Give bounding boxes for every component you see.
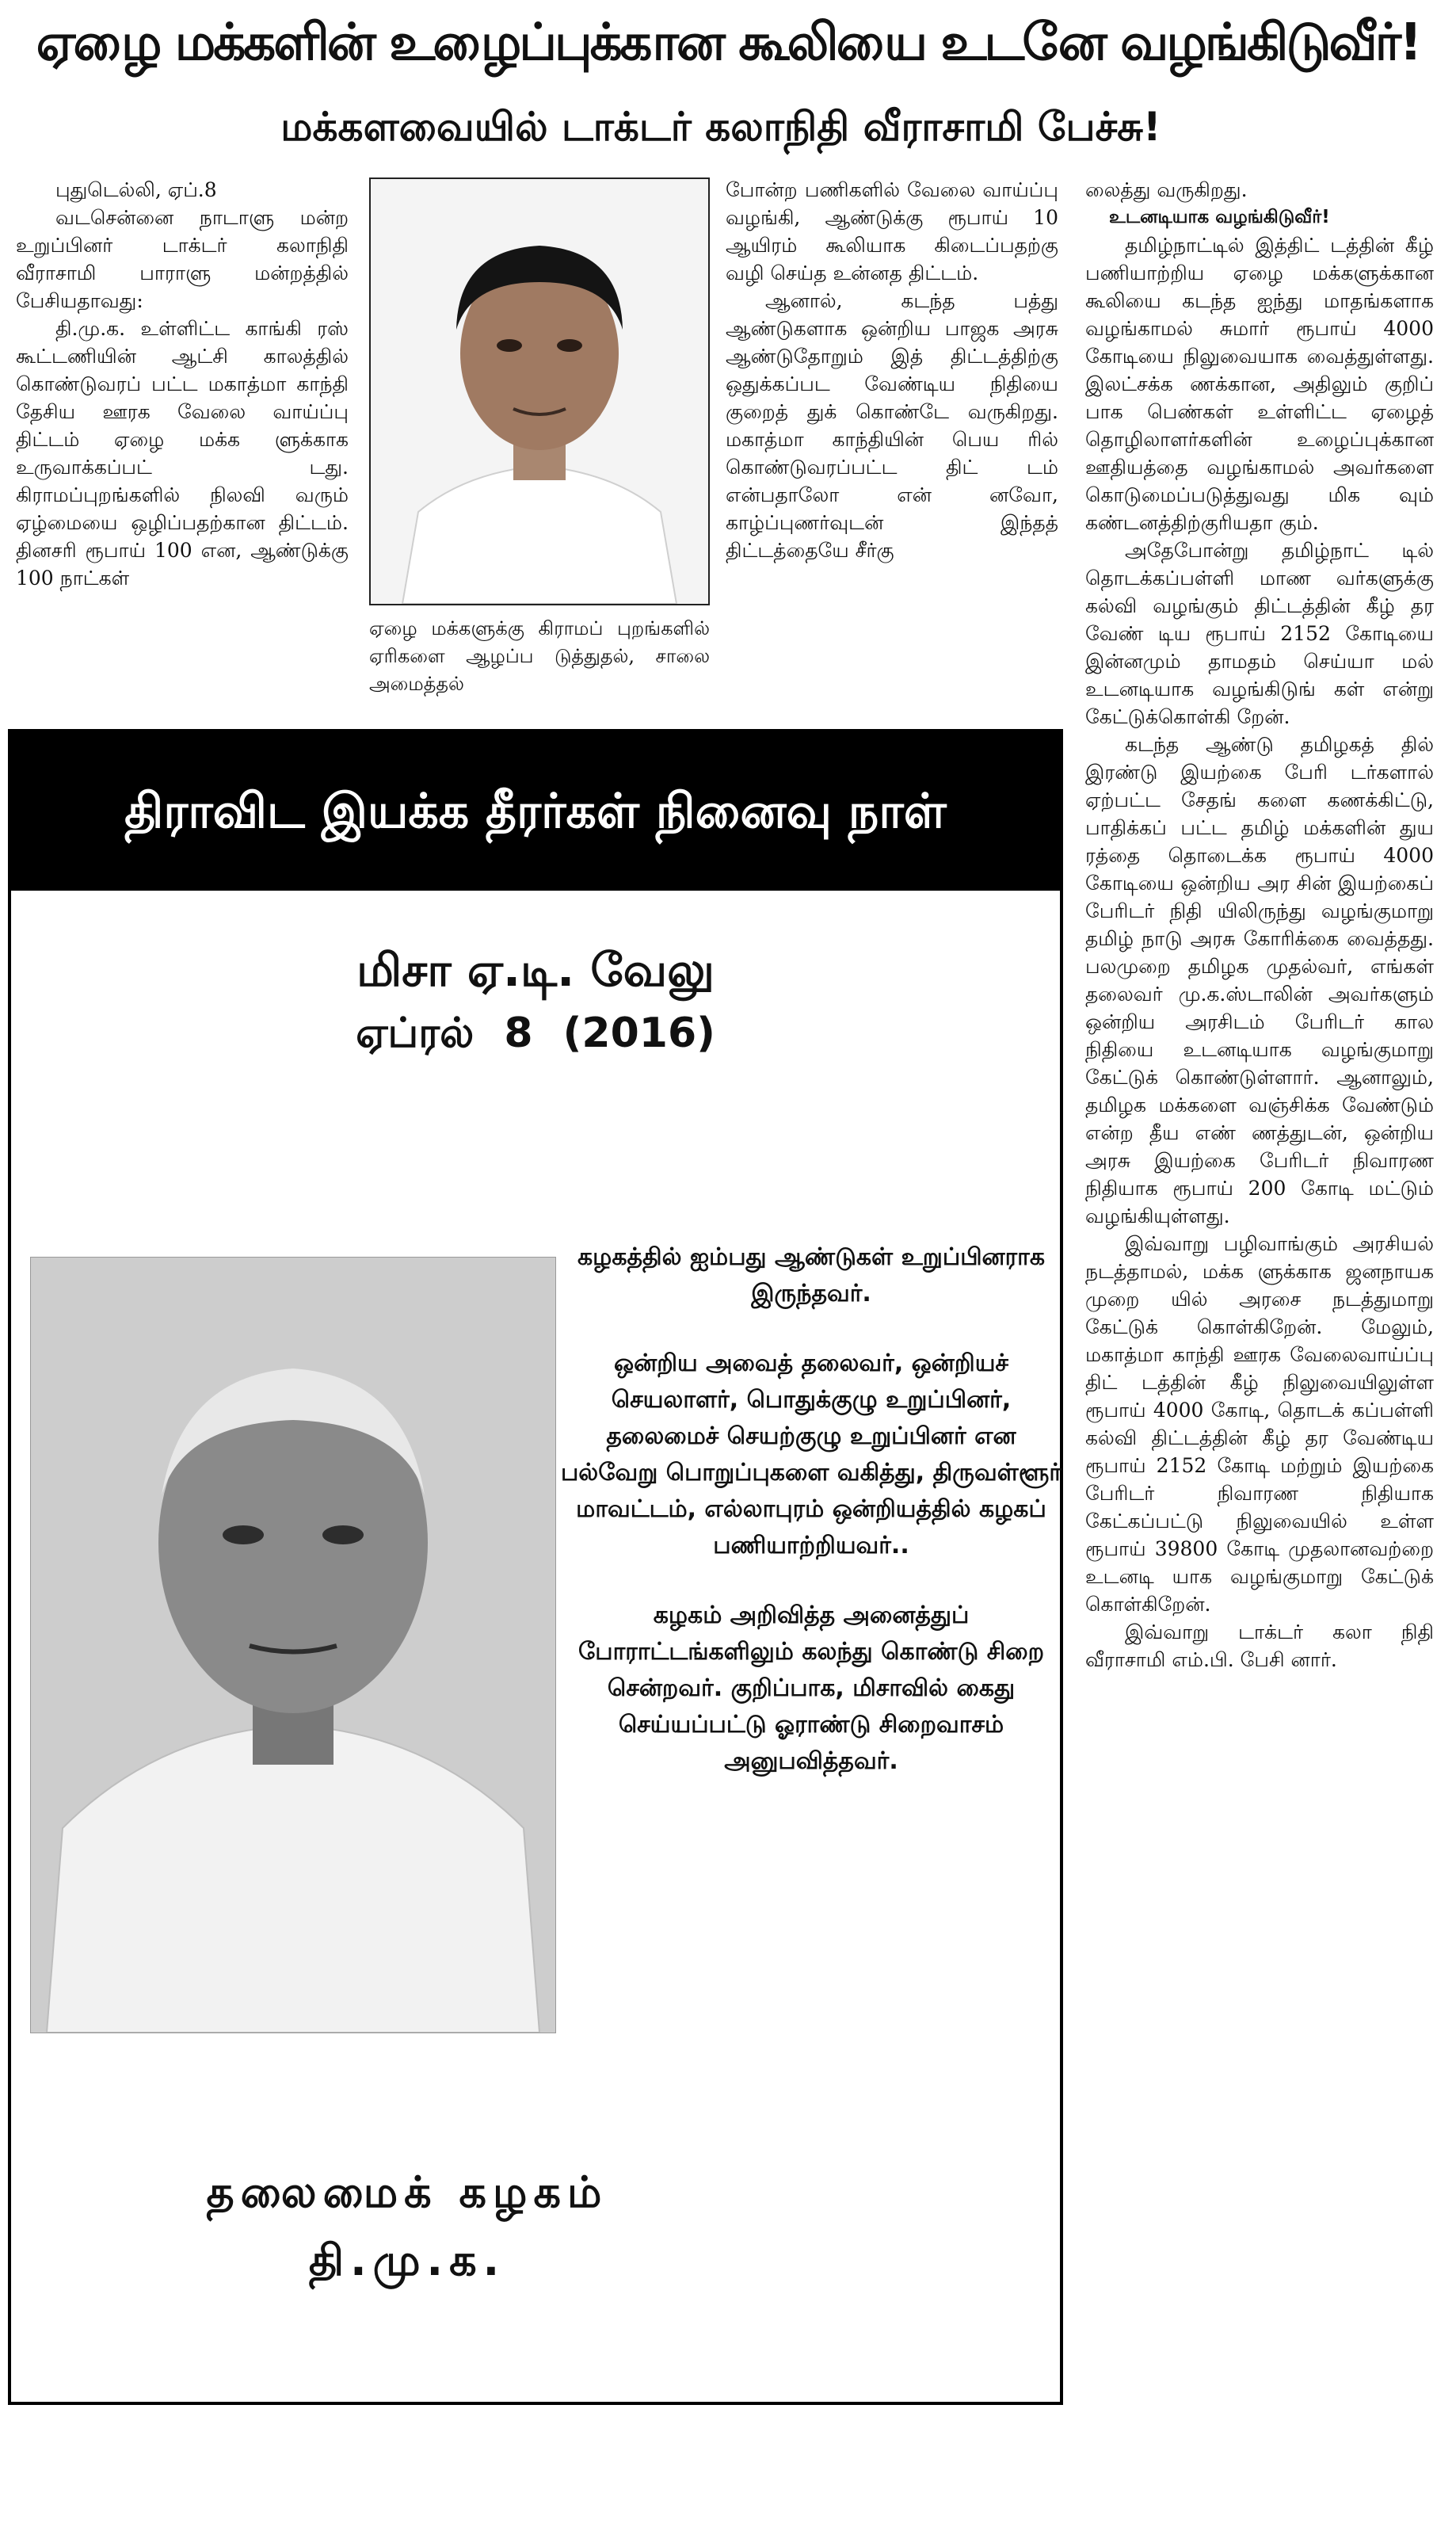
article-subtitle: உடனடியாக வழங்கிடுவீர்!	[1109, 207, 1330, 227]
advert-banner: திராவிட இயக்க தீரர்கள் நினைவு நாள்	[11, 732, 1060, 891]
article-column-3	[726, 176, 1058, 712]
article-paragraph: கடந்த ஆண்டு தமிழகத் தில் இரண்டு இயற்கை பேரி டர்களால் ஏற்பட்ட சேதங் களை கணக்கிட்டு, பாதிக்கப் பட்ட தமிழ் மக்களின் துய ரத்தை தொடைக்க ரூபாய் 4000 கோடியை ஒன்றிய அர சின் இயற்கைப் பேரிடர் நிதி யிலிருந்து வழங்குமாறு தமிழ் நாடு அரசு கோரிக்கை வைத்தது. பலமுறை தமிழக முதல்வர், எங்கள் தலைவர் மு.க.ஸ்டாலின் அவர்களும் ஒன்றிய அரசிடம் பேரிடர் கால நிதியை உடனடியாக வழங்குமாறு கேட்டுக் கொண்டுள்ளார். ஆனாலும், தமிழக மக்களை வஞ்சிக்க வேண்டும் என்ற தீய எண் ணத்துடன், ஒன்றிய அரசு இயற்கை பேரிடர் நிவாரண நிதியாக ரூபாய் 200 கோடி மட்டும் வழங்கியுள்ளது.	[1085, 733, 1434, 1227]
memorial-advert	[8, 729, 1063, 2405]
article-paragraph: அதேபோன்று தமிழ்நாட் டில் தொடக்கப்பள்ளி மாண வர்களுக்கு கல்வி வழங்கும் திட்டத்தின் கீழ் தர வேண் டிய ரூபாய் 2152 கோடியை இன்னமும் தாமதம் செய்யா மல் உடனடியாக வழங்கிடுங் கள் என்று கேட்டுக்கொள்கி றேன்.	[1085, 539, 1434, 728]
article-paragraph: வடசென்னை நாடாளு மன்ற உறுப்பினர் டாக்டர் கலாநிதி வீராசாமி பாராளு மன்றத்தில் பேசியதாவது:	[16, 206, 349, 312]
advert-biography	[558, 1239, 1065, 1813]
article-column-1	[16, 176, 349, 712]
advert-footer-line: தி.மு.க.	[308, 2235, 506, 2285]
article-paragraph: போன்ற பணிகளில் வேலை வாய்ப்பு வழங்கி, ஆண்டுக்கு ரூபாய் 10 ஆயிரம் கூலியாக கிடைப்பதற்கு வழி செய்த உன்னத திட்டம்.	[726, 178, 1058, 284]
portrait-illustration	[371, 179, 708, 604]
dateline: புதுடெல்லி, ஏப்.8	[55, 178, 217, 201]
advert-footer	[11, 2159, 803, 2295]
article-paragraph: இவ்வாறு பழிவாங்கும் அரசியல் நடத்தாமல், மக்க ளுக்காக ஜனநாயக முறை யில் அரசை நடத்துமாறு கேட்டுக் கொள்கிறேன். மேலும், மகாத்மா காந்தி ஊரக வேலைவாய்ப்பு திட் டத்தின் கீழ் நிலுவையிலுள்ள ரூபாய் 4000 கோடி, தொடக் கப்பள்ளி கல்வி திட்டத்தின் கீழ் தர வேண்டிய ரூபாய் 2152 கோடி மற்றும் இயற்கை பேரிடர் நிவாரண நிதியாக கேட்கப்பட்டு நிலுவையில் உள்ள ரூபாய் 39800 கோடி முதலானவற்றை உடனடி யாக வழங்குமாறு கேட்டுக் கொள்கிறேன்.	[1085, 1232, 1434, 1616]
advert-footer-line: தலைமைக் கழகம்	[206, 2167, 608, 2217]
advert-paragraph: ஒன்றிய அவைத் தலைவர், ஒன்றியச் செயலாளர், பொதுக்குழு உறுப்பினர், தலைமைச் செயற்குழு உறுப்பினர் என பல்வேறு பொறுப்புகளை வகித்து, திருவள்ளூர் மாவட்டம், எல்லாபுரம் ஒன்றியத்தில் கழகப் பணியாற்றியவர்..	[560, 1349, 1062, 1559]
article-paragraph: தமிழ்நாட்டில் இத்திட் டத்தின் கீழ் பணியாற்றிய ஏழை மக்களுக்கான கூலியை கடந்த ஐந்து மாதங்களாக வழங்காமல் சுமார் ரூபாய் 4000 கோடியை நிலுவையாக வைத்துள்ளது. இலட்சக்க ணக்கான, அதிலும் குறிப் பாக பெண்கள் உள்ளிட்ட ஏழைத் தொழிலாளர்களின் உழைப்புக்கான ஊதியத்தை வழங்காமல் அவர்களை கொடுமைப்படுத்துவது மிக வும் கண்டனத்திற்குரியதா கும்.	[1085, 234, 1434, 534]
advert-paragraph: கழகத்தில் ஐம்பது ஆண்டுகள் உறுப்பினராக இருந்தவர்.	[577, 1243, 1046, 1307]
article-paragraph: லைத்து வருகிறது.	[1085, 178, 1248, 201]
advert-paragraph: கழகம் அறிவித்த அனைத்துப் போராட்டங்களிலும் கலந்து கொண்டு சிறை சென்றவர். குறிப்பாக, மிசாவில் கைது செய்யப்பட்டு ஓராண்டு சிறைவாசம் அனுபவித்தவர்.	[577, 1601, 1045, 1775]
article-paragraph: தி.மு.க. உள்ளிட்ட காங்கி ரஸ் கூட்டணியின் ஆட்சி காலத்தில் கொண்டுவரப் பட்ட மகாத்மா காந்தி தேசிய ஊரக வேலை வாய்ப்பு திட்டம் ஏழை மக்க ளுக்காக உருவாக்கப்பட் டது. கிராமப்புறங்களில் நிலவி வரும் ஏழ்மையை ஒழிப்பதற்கான திட்டம். தினசரி ரூபாய் 100 என, ஆண்டுக்கு 100 நாட்கள்	[16, 317, 349, 590]
memorial-photo	[30, 1257, 556, 2033]
article-paragraph: ஆனால், கடந்த பத்து ஆண்டுகளாக ஒன்றிய பாஜக அரசு ஆண்டுதோறும் இத் திட்டத்திற்கு ஒதுக்கப்பட வேண்டிய நிதியை குறைத் துக் கொண்டே வருகிறது. மகாத்மா காந்தியின் பெய ரில் கொண்டுவரப்பட்ட திட் டம் என்பதாலோ என் னவோ, காழ்ப்புணர்வுடன் இந்தத் திட்டத்தையே சீர்கு	[726, 289, 1058, 562]
memorial-portrait-illustration	[31, 1258, 555, 2033]
portrait-photo	[369, 177, 710, 605]
headline: ஏழை மக்களின் உழைப்புக்கான கூலியை உடனே வழங்கிடுவீர்!	[36, 13, 1420, 72]
advert-name: மிசா ஏ.டி. வேலு	[356, 943, 715, 997]
photo-caption: ஏழை மக்களுக்கு கிராமப் புறங்களில் ஏரிகளை ஆழப்ப டுத்துதல், சாலை அமைத்தல்	[369, 617, 710, 695]
article-paragraph: இவ்வாறு டாக்டர் கலா நிதி வீராசாமி எம்.பி. பேசி னார்.	[1085, 1620, 1434, 1671]
subheadline: மக்களவையில் டாக்டர் கலாநிதி வீராசாமி பேச்சு!	[280, 104, 1161, 150]
article-column-4	[1085, 176, 1434, 2379]
advert-date: ஏப்ரல் 8 (2016)	[356, 1010, 715, 1057]
